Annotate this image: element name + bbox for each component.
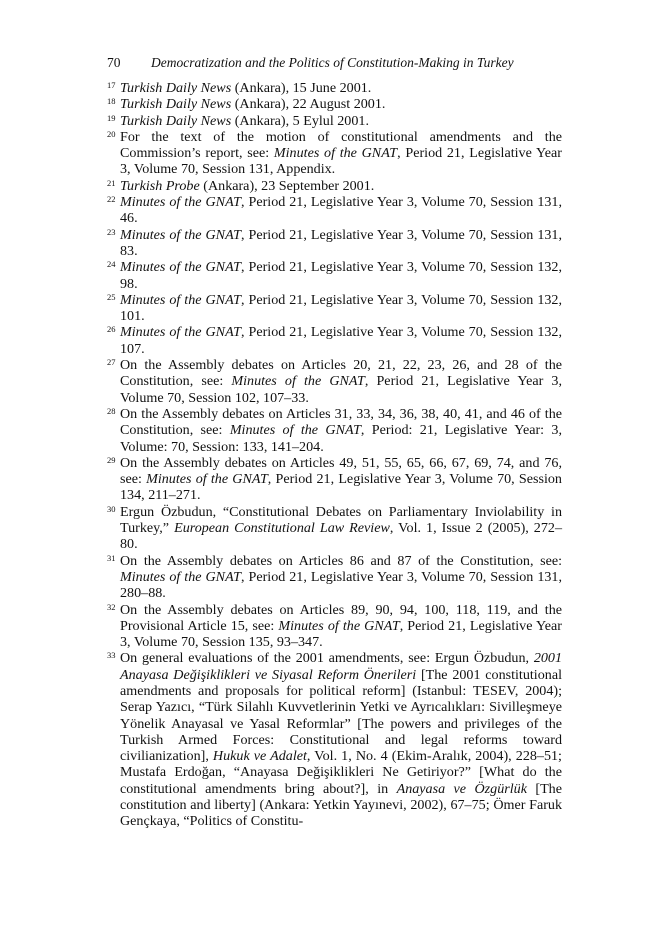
footnote-italic-text: Minutes of the GNAT [120, 568, 241, 585]
footnote-text: On the Assembly debates on Articles 31, 33, 34, 36, 38, 40, 41, and 46 of the Constitution, see: [120, 405, 562, 439]
footnote-number: 29 [107, 454, 116, 465]
footnote-italic-text: Minutes of the GNAT [278, 617, 400, 634]
footnote-text: [The 2001 constitutional amendments and proposals for political reform] (Istanbul: TESEV, 2004); Serap Yazıcı, “Türk Silahlı Kuvvetlerinin Yetki ve Ayrıcalıkları: Sivilleşmeye Yönelik Anayasal ve Yasal Reformlar” [The powers and privileges of the Turkish Armed Forces: Constitutional and legal reforms toward civilianization], [120, 666, 562, 765]
footnote-italic-text: Minutes of the GNAT [120, 226, 241, 243]
footnote-text: Ergun Özbudun, “Constitutional Debates on Parliamentary Inviolability in Turkey,” [120, 503, 562, 537]
footnote [107, 96, 562, 112]
footnote-number: 19 [107, 112, 116, 123]
footnote [107, 80, 562, 96]
footnotes-list [107, 80, 562, 830]
footnote-text: , Period 21, Legislative Year 3, Volume 70, Session 102, 107–33. [120, 373, 562, 406]
footnote [107, 178, 562, 194]
footnote-text: On the Assembly debates on Articles 20, 21, 22, 23, 26, and 28 of the Constitution, see: [120, 357, 562, 390]
footnote-text: , Period 21, Legislative Year 3, Volume 70, Session 131, Appendix. [120, 145, 562, 178]
footnote-italic-text: Minutes of the GNAT [231, 373, 365, 390]
footnote [107, 650, 562, 829]
footnote-text: , Period 21, Legislative Year 3, Volume 70, Session 131, 280–88. [120, 568, 562, 602]
footnote-italic-text: Minutes of the GNAT [146, 471, 268, 488]
footnote-number: 32 [107, 601, 116, 612]
footnote-number: 24 [107, 259, 116, 270]
footnote-number: 25 [107, 291, 116, 302]
footnote [107, 602, 562, 651]
footnote-text: On the Assembly debates on Articles 49, 51, 55, 65, 66, 67, 69, 74, and 76, see: [120, 454, 562, 488]
footnote-text: (Ankara), 15 June 2001. [231, 80, 372, 96]
footnote [107, 194, 562, 227]
footnote-number: 28 [107, 405, 116, 416]
footnote-text: On general evaluations of the 2001 amendments, see: Ergun Özbudun, [120, 650, 534, 667]
footnote-text: , Period: 21, Legislative Year: 3, Volume: 70, Session: 133, 141–204. [120, 422, 562, 455]
footnote-text: , Period 21, Legislative Year 3, Volume 70, Session 131, 46. [120, 194, 562, 227]
footnote-text: , Vol. 1, No. 4 (Ekim-Aralık, 2004), 228–51; Mustafa Erdoğan, “Anayasa Değişiklikleri Ne Getiriyor?” [What do the constitutional amendments bring about?], in [120, 748, 562, 797]
footnote-italic-text: Turkish Daily News [120, 112, 232, 129]
footnote-text: On the Assembly debates on Articles 89, 90, 94, 100, 118, 119, and the Provisional Article 15, see: [120, 601, 562, 634]
footnote [107, 406, 562, 455]
footnote-text: (Ankara), 5 Eylul 2001. [231, 112, 369, 129]
footnote-italic-text: Minutes of the GNAT [229, 422, 361, 439]
footnote [107, 292, 562, 325]
running-header [107, 55, 557, 71]
footnote-italic-text: Turkish Daily News [120, 96, 232, 113]
footnote-italic-text: Minutes of the GNAT [120, 194, 241, 211]
footnote-text: , Period 21, Legislative Year 3, Volume 70, Session 135, 93–347. [120, 617, 562, 651]
footnote [107, 504, 562, 553]
footnote-number: 27 [107, 357, 116, 368]
footnote-italic-text: European Constitutional Law Review [174, 520, 390, 537]
footnote-text: [The constitution and liberty] (Ankara: Yetkin Yayınevi, 2002), 67–75; Ömer Faruk Gençkaya, “Politics of Constitu- [120, 780, 562, 830]
footnote-number: 22 [107, 194, 116, 205]
footnote-text: For the text of the motion of constitutional amendments and the Commission’s report, see: [120, 128, 562, 162]
footnote-number: 30 [107, 503, 116, 514]
footnote-text: (Ankara), 22 August 2001. [231, 96, 386, 113]
footnote-number: 33 [107, 650, 116, 661]
footnote-text: , Vol. 1, Issue 2 (2005), 272–80. [120, 520, 562, 553]
footnote-italic-text: Anayasa ve Özgürlük [396, 780, 527, 797]
footnote-italic-text: 2001 Anayasa Değişiklikleri ve Siyasal Reform Önerileri [120, 650, 562, 683]
footnote-italic-text: Minutes of the GNAT [120, 324, 241, 341]
footnote-text: (Ankara), 23 September 2001. [199, 177, 375, 194]
footnote-text: , Period 21, Legislative Year 3, Volume 70, Session 132, 107. [120, 324, 562, 357]
footnote [107, 324, 562, 357]
footnote [107, 227, 562, 260]
footnote-number: 18 [107, 96, 116, 107]
footnote-text: , Period 21, Legislative Year 3, Volume 70, Session 132, 101. [120, 291, 562, 325]
footnote [107, 455, 562, 504]
footnote [107, 259, 562, 292]
footnote-text: , Period 21, Legislative Year 3, Volume 70, Session 132, 98. [120, 259, 562, 292]
footnote-italic-text: Minutes of the GNAT [120, 259, 241, 276]
footnote-number: 23 [107, 226, 116, 237]
footnote [107, 113, 562, 129]
running-title: Democratization and the Politics of Constitution-Making in Turkey [151, 55, 514, 70]
footnote-italic-text: Hukuk ve Adalet [212, 748, 307, 765]
footnote-text: , Period 21, Legislative Year 3, Volume 70, Session 131, 83. [120, 226, 562, 259]
footnote [107, 553, 562, 602]
footnote-italic-text: Minutes of the GNAT [120, 291, 241, 308]
footnote-number: 17 [107, 80, 116, 90]
footnote-number: 21 [107, 177, 116, 188]
footnote [107, 357, 562, 406]
footnote [107, 129, 562, 178]
footnote-text: , Period 21, Legislative Year 3, Volume 70, Session 134, 211–271. [120, 471, 562, 504]
footnote-italic-text: Turkish Probe [120, 177, 200, 194]
footnote-italic-text: Turkish Daily News [120, 80, 232, 96]
page-number: 70 [107, 55, 121, 70]
footnote-number: 31 [107, 552, 116, 563]
footnote-text: On the Assembly debates on Articles 86 and 87 of the Constitution, see: [120, 552, 562, 569]
footnote-italic-text: Minutes of the GNAT [273, 145, 398, 162]
footnote-number: 20 [107, 128, 116, 139]
footnote-number: 26 [107, 324, 116, 335]
